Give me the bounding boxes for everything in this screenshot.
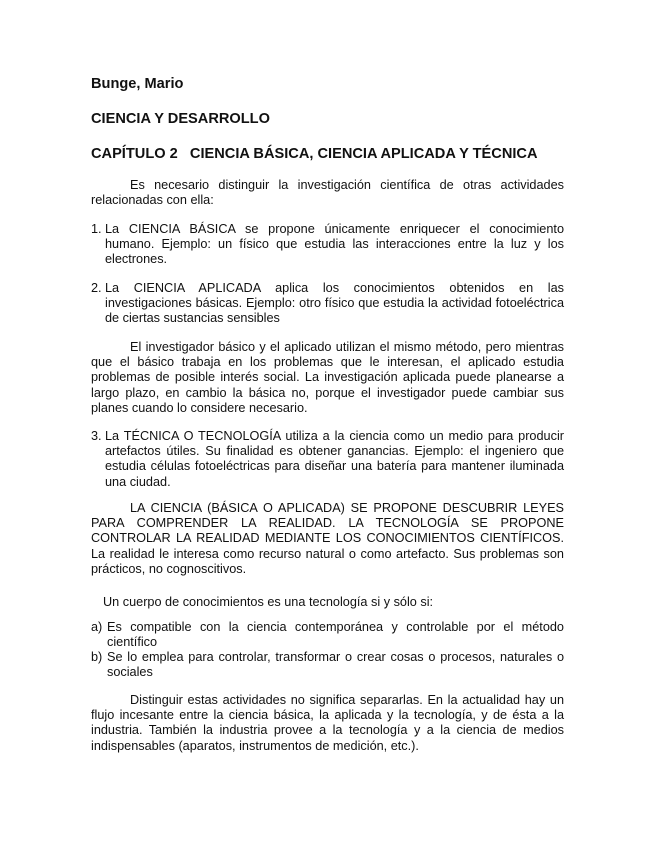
author-name: Bunge, Mario — [91, 76, 184, 92]
paragraph-caps: LA CIENCIA (BÁSICA O APLICADA) SE PROPONE DESCUBRIR LEYES PARA COMPRENDER LA REALIDAD. LA TECNOLOGÍA SE PROPONE CONTROLAR LA REALIDAD MEDIANTE LOS CONOCIMIENTOS CIENTÍFICOS. La realidad le interesa como recurso natural o como artefacto. Sus problemas son prácticos, no cognoscitivos. — [91, 501, 564, 576]
condition-item — [91, 620, 564, 650]
condition-letter: b) — [91, 650, 103, 664]
condition-text: Es compatible con la ciencia contemporánea y controlable por el método científico — [107, 620, 564, 650]
chapter-title: CAPÍTULO 2 CIENCIA BÁSICA, CIENCIA APLICADA Y TÉCNICA — [91, 146, 538, 162]
paragraph-final: Distinguir estas actividades no significa separarlas. En la actualidad hay un flujo incesante entre la ciencia básica, la aplicada y la tecnología, y de ésta a la industria. También la industria provee a la tecnología y a la ciencia de medios indispensables (aparatos, instrumentos de medición, etc.). — [91, 693, 564, 753]
document-page — [91, 0, 564, 848]
item-text: La CIENCIA BÁSICA se propone únicamente enriquecer el conocimiento humano. Ejemplo: un físico que estudia las interacciones entre la luz y los electrones. — [105, 222, 564, 267]
item-text: La CIENCIA APLICADA aplica los conocimientos obtenidos en las investigaciones básicas. Ejemplo: otro físico que estudia la actividad fotoeléctrica de ciertas sustancias sensibles — [105, 281, 564, 326]
condition-text: Se lo emplea para controlar, transformar o crear cosas o procesos, naturales o sociales — [107, 650, 564, 680]
condition-letter: a) — [91, 620, 103, 634]
list-item — [91, 429, 564, 490]
book-title: CIENCIA Y DESARROLLO — [91, 111, 270, 127]
item-number: 2. — [91, 281, 102, 295]
list-item — [91, 222, 564, 268]
condition-item — [91, 650, 564, 680]
list-item — [91, 281, 564, 327]
item-number: 1. — [91, 222, 102, 236]
item-number: 3. — [91, 429, 102, 443]
intro-paragraph: Es necesario distinguir la investigación científica de otras actividades relacionadas con ella: — [91, 178, 564, 208]
item-text: La TÉCNICA O TECNOLOGÍA utiliza a la ciencia como un medio para producir artefactos útiles. Su finalidad es obtener ganancias. Ejemplo: el ingeniero que estudia células fotoeléctricas para diseñar una batería para mantener iluminada una ciudad. — [105, 429, 564, 489]
paragraph-investigador: El investigador básico y el aplicado utilizan el mismo método, pero mientras que el básico trabaja en los problemas que le interesan, el aplicado estudia problemas de posible interés social. La investigación aplicada puede planearse a largo plazo, en cambio la básica no, porque el investigador puede cambiar sus planes cuando lo considere necesario. — [91, 340, 564, 415]
cuerpo-intro: Un cuerpo de conocimientos es una tecnología si y sólo si: — [103, 595, 434, 609]
